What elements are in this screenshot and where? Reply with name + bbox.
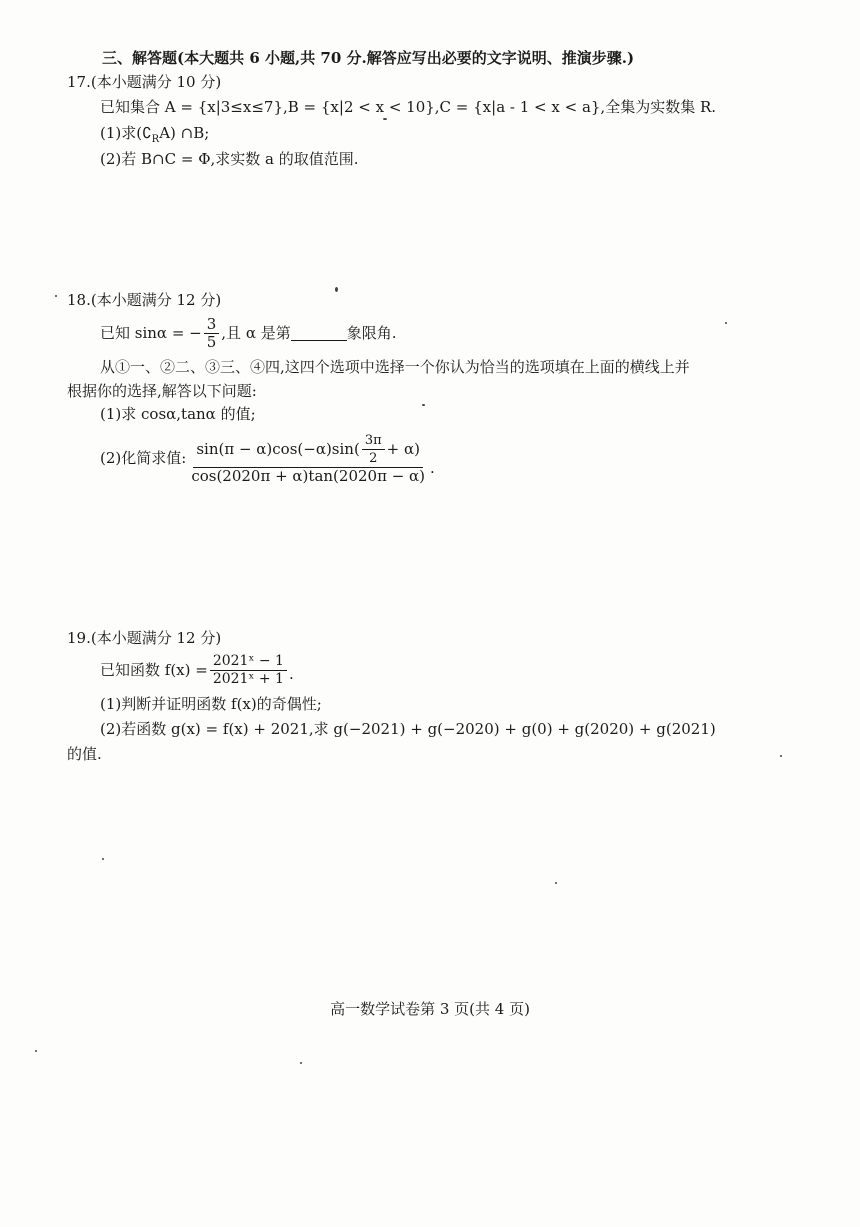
numerator-left: sin(π − α)cos(−α)sin(: [196, 439, 360, 458]
scan-speck: [35, 1050, 37, 1052]
scan-speck: [725, 322, 727, 324]
q18-header: 18.(本小题满分 12 分): [67, 291, 222, 309]
q18-part1: (1)求 cosα,tanα 的值;: [100, 405, 256, 423]
q19-stem-end: .: [288, 665, 294, 683]
sin-fraction: [204, 316, 220, 351]
q17-part1-suffix: A) ∩B;: [159, 124, 210, 142]
scan-speck: [300, 1062, 302, 1064]
numerator-right: + α): [386, 439, 420, 458]
q18-part2-label: (2)化简求值:: [100, 449, 187, 467]
q17-part1-prefix: (1)求(: [100, 124, 143, 142]
q19-part2: (2)若函数 g(x) = f(x) + 2021,求 g(−2021) + g(−2020) + g(0) + g(2020) + g(2021): [100, 720, 716, 738]
complement-symbol: ∁: [142, 124, 152, 142]
function-denominator: 2021ˣ + 1: [212, 670, 284, 687]
q18-stem: [100, 314, 397, 352]
scan-speck: [422, 404, 425, 406]
q19-stem-prefix: 已知函数 f(x) =: [100, 661, 208, 679]
inner-fraction: [362, 432, 385, 467]
q18-stem-suffix-b: 象限角.: [346, 324, 397, 342]
q19-part2-continuation: 的值.: [67, 745, 102, 763]
scan-speck: [55, 295, 57, 297]
q18-stem-prefix: 已知 sinα = −: [100, 324, 202, 342]
q18-part2-end: .: [430, 459, 435, 477]
q18-stem-suffix-a: ,且 α 是第: [221, 324, 291, 342]
simplify-numerator: [193, 432, 423, 468]
complement-subscript: R: [151, 134, 160, 145]
q17-part2: (2)若 B∩C = Φ,求实数 a 的取值范围.: [100, 150, 359, 168]
inner-fraction-numerator: 3π: [362, 432, 385, 450]
page-footer: 高一数学试卷第 3 页(共 4 页): [330, 1000, 530, 1018]
scan-speck: [383, 118, 387, 120]
q18-part2: [100, 428, 435, 488]
answer-blank: [291, 326, 347, 341]
simplify-fraction: [188, 432, 428, 485]
inner-fraction-denominator: 2: [369, 450, 378, 466]
scan-speck: [555, 882, 557, 884]
q19-header: 19.(本小题满分 12 分): [67, 629, 222, 647]
sin-fraction-denominator: 5: [206, 332, 217, 351]
scan-speck: [335, 287, 338, 292]
section-header: 三、解答题(本大题共 6 小题,共 70 分.解答应写出必要的文字说明、推演步骤.): [102, 49, 635, 67]
scan-speck: [102, 858, 104, 860]
q18-choice-line2: 根据你的选择,解答以下问题:: [67, 382, 257, 400]
scan-speck: [780, 755, 782, 757]
q19-part1: (1)判断并证明函数 f(x)的奇偶性;: [100, 695, 322, 713]
q18-choice-line1: 从①一、②二、③三、④四,这四个选项中选择一个你认为恰当的选项填在上面的横线上并: [100, 358, 690, 376]
q17-part1: [100, 123, 209, 150]
q19-stem: [100, 650, 294, 690]
q17-header: 17.(本小题满分 10 分): [67, 73, 222, 91]
q17-stem: 已知集合 A = {x|3≤x≤7},B = {x|2 < x < 10},C = {x|a - 1 < x < a},全集为实数集 R.: [100, 98, 717, 116]
simplify-denominator: cos(2020π + α)tan(2020π − α): [191, 466, 426, 485]
function-fraction: [210, 653, 287, 688]
function-numerator: 2021ˣ − 1: [210, 653, 287, 671]
sin-fraction-numerator: 3: [204, 316, 220, 334]
